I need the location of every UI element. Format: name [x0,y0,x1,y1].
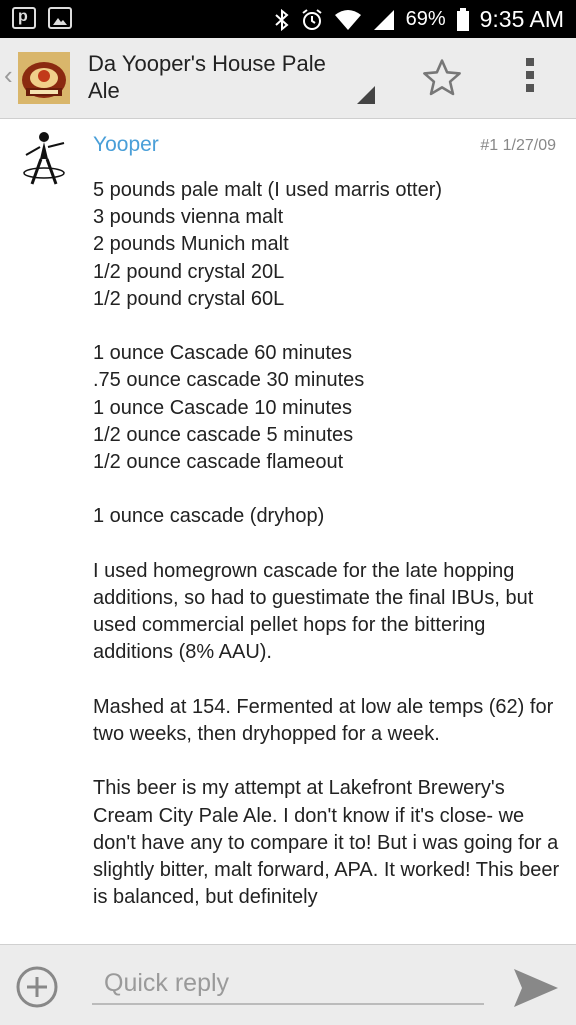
image-notification-icon [48,7,72,29]
avatar-figure-icon[interactable] [20,129,72,189]
post-body [93,177,563,911]
post-paragraph: This beer is my attempt at Lakefront Brewery's Cream City Pale Ale. I don't know if it's close- we don't have any to compare it to! But i was going for a slightly bitter, malt forward, APA. It worked! This beer is balanced, but definitely [93,777,560,909]
signal-icon [372,8,396,32]
battery-icon [456,8,470,32]
post-paragraph: 5 pounds pale malt (I used marris otter) 3 pounds vienna malt 2 pounds Munich malt 1/2 pound crystal 20L 1/2 pound crystal 60L [93,179,443,310]
back-chevron-icon[interactable]: ‹ [4,60,13,90]
star-outline-icon[interactable] [420,56,464,100]
paragraph-spacer [93,476,563,503]
send-icon[interactable] [512,967,560,1009]
post-paragraph: 1 ounce cascade (dryhop) [93,505,325,528]
dropdown-indicator-icon[interactable] [357,86,375,104]
status-bar [0,0,576,38]
add-circle-icon[interactable] [15,965,59,1009]
post-paragraph: I used homegrown cascade for the late hopping additions, so had to guestimate the final IBUs, but used commercial pellet hops for the bittering additions (8% AAU). [93,559,534,664]
thread-title: Da Yooper's House Pale Ale [88,51,326,103]
overflow-menu-icon[interactable] [520,58,540,100]
battery-percent: 69% [405,8,446,30]
paragraph-spacer [93,748,563,775]
thread-header [0,38,576,119]
bluetooth-icon [274,8,290,32]
wifi-icon [334,9,362,31]
paragraph-spacer [93,667,563,694]
post-date: 1/27/09 [502,137,556,154]
post-meta [480,137,556,155]
quick-reply-bar [0,944,576,1025]
p-notification-icon: p [12,7,36,29]
quick-reply-input[interactable] [92,963,484,1005]
post-paragraph: Mashed at 154. Fermented at low ale temps (62) for two weeks, then dryhopped for a week. [93,695,554,745]
paragraph-spacer [93,531,563,558]
forum-logo-icon[interactable] [18,52,70,104]
paragraph-spacer [93,313,563,340]
post-number: #1 [480,137,499,154]
post-paragraph: 1 ounce Cascade 60 minutes .75 ounce cascade 30 minutes 1 ounce Cascade 10 minutes 1/2 ounce cascade 5 minutes 1/2 ounce cascade flameout [93,342,365,474]
post-author[interactable]: Yooper [93,133,159,156]
clock: 9:35 AM [479,6,564,32]
alarm-icon [300,8,324,32]
post-card [0,119,576,944]
